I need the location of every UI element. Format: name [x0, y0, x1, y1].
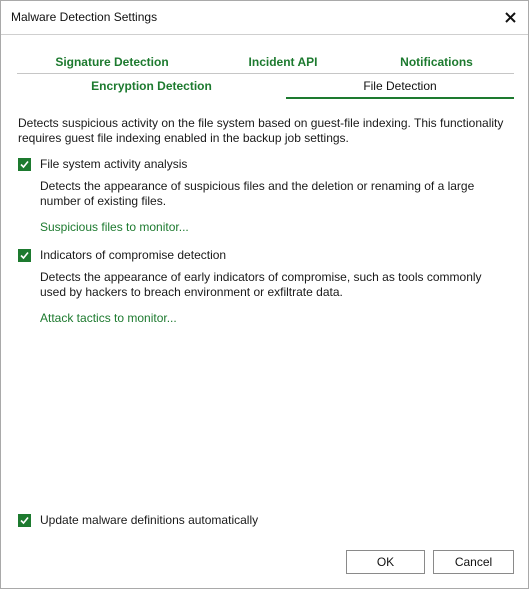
tab-strip	[17, 50, 514, 100]
checkmark-icon	[20, 160, 29, 169]
checkmark-icon	[20, 251, 29, 260]
tab-file-detection[interactable]: File Detection	[363, 79, 437, 93]
title-bar	[1, 1, 528, 35]
attack-tactics-link[interactable]: Attack tactics to monitor...	[40, 311, 177, 325]
ioc-description: Detects the appearance of early indicators of compromise, such as tools commonly used by hackers to breach environment or exfiltrate data.	[40, 270, 482, 299]
suspicious-files-link[interactable]: Suspicious files to monitor...	[40, 220, 189, 234]
dialog-title: Malware Detection Settings	[11, 10, 158, 24]
ioc-checkbox[interactable]	[18, 249, 31, 262]
fs-activity-checkbox[interactable]	[18, 158, 31, 171]
close-icon	[505, 12, 516, 23]
ioc-label[interactable]: Indicators of compromise detection	[40, 248, 227, 262]
intro-text: Detects suspicious activity on the file system based on guest-file indexing. This functionality requires guest file indexing enabled in the backup job settings.	[18, 116, 504, 145]
fs-activity-description: Detects the appearance of suspicious files and the deletion or renaming of a large number of existing files.	[40, 179, 475, 208]
checkmark-icon	[20, 516, 29, 525]
update-definitions-label[interactable]: Update malware definitions automatically	[40, 513, 259, 527]
ok-button[interactable]: OK	[346, 550, 425, 574]
fs-activity-label[interactable]: File system activity analysis	[40, 157, 188, 171]
update-definitions-checkbox[interactable]	[18, 514, 31, 527]
cancel-button[interactable]: Cancel	[433, 550, 514, 574]
tab-notifications[interactable]: Notifications	[400, 55, 473, 69]
tab-incident-api[interactable]: Incident API	[248, 55, 318, 69]
active-tab-indicator	[286, 97, 514, 99]
tab-encryption-detection[interactable]: Encryption Detection	[91, 79, 212, 93]
close-button[interactable]	[498, 5, 522, 29]
tab-signature-detection[interactable]: Signature Detection	[55, 55, 169, 69]
tab-content	[18, 116, 514, 146]
